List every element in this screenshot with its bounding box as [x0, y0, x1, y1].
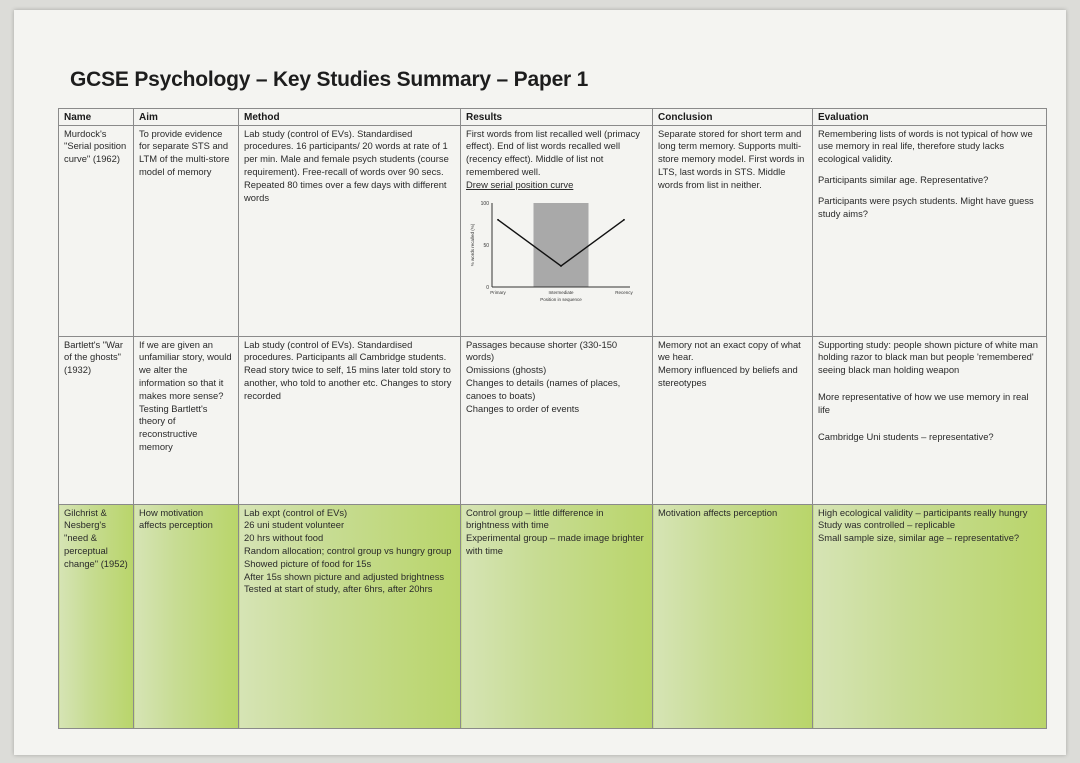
document-sheet: [14, 10, 1066, 755]
page-title: GCSE Psychology – Key Studies Summary – Paper 1: [70, 68, 589, 91]
study-aim: To provide evidence for separate STS and LTM of the multi-store model of memory: [134, 125, 239, 336]
study-results: [461, 504, 653, 728]
study-conclusion: Motivation affects perception: [653, 504, 813, 728]
table-row-bartlett: [59, 336, 1047, 504]
evaluation-point: Participants similar age. Representative?: [818, 173, 989, 185]
result-point: Passages because shorter (330-150 words): [466, 338, 618, 363]
evaluation-point: Participants were psych students. Might have guess study aims?: [818, 194, 1034, 219]
result-point: Control group – little difference in brightness with time: [466, 506, 604, 531]
study-results: [461, 336, 653, 504]
study-evaluation: [813, 504, 1047, 728]
study-evaluation: [813, 125, 1047, 336]
study-aim: How motivation affects perception: [134, 504, 239, 728]
header-aim: Aim: [134, 109, 239, 126]
result-point: Changes to order of events: [466, 402, 580, 414]
study-name: Gilchrist & Nesberg's "need & perceptual change" (1952): [59, 504, 134, 728]
y-axis-label: % words recalled (%): [470, 223, 475, 266]
x-tick-label: Primary: [490, 289, 506, 295]
result-point: Omissions (ghosts): [466, 364, 547, 376]
header-evaluation: Evaluation: [813, 109, 1047, 126]
header-method: Method: [239, 109, 461, 126]
key-studies-table: [58, 108, 1047, 729]
evaluation-point: Cambridge Uni students – representative?: [818, 430, 994, 442]
header-name: Name: [59, 109, 134, 126]
study-method: Lab study (control of EVs). Standardised procedures. 16 participants/ 20 words at rate of 1 per min. Male and female psych students (course requirement). Free-recall of words over 90 secs. Repeated 80 times over a few days with different words: [239, 125, 461, 336]
evaluation-point: Small sample size, similar age – representative?: [818, 532, 1020, 544]
study-results: [461, 125, 653, 336]
recall-point: [497, 218, 499, 220]
chart-label: Drew serial position curve: [466, 178, 574, 190]
evaluation-point: Supporting study: people shown picture of white man holding razor to black man but people 'remembered' seeing black man holding weapon: [818, 338, 1038, 376]
recall-point: [560, 265, 562, 267]
x-tick-label: Recency: [615, 289, 633, 295]
x-tick-label: Intermediate: [548, 289, 574, 295]
results-text: First words from list recalled well (primacy effect). End of list words recalled well (recency effect). Middle of list not remembered well.: [466, 127, 640, 177]
table-row-murdock: [59, 125, 1047, 336]
method-point: Random allocation; control group vs hungry group: [244, 544, 452, 556]
recall-point: [623, 218, 625, 220]
study-conclusion: [653, 336, 813, 504]
x-axis-label: Position in sequence: [540, 296, 582, 302]
conclusion-point: Memory not an exact copy of what we hear.: [658, 338, 801, 363]
study-method: [239, 504, 461, 728]
study-method: Lab study (control of EVs). Standardised procedures. Participants all Cambridge students. Read story twice to self, 15 mins later told story to another, who told to another etc. Changes to story recorded: [239, 336, 461, 504]
method-point: Showed picture of food for 15s: [244, 557, 372, 569]
y-tick-label: 0: [486, 284, 489, 291]
y-tick-label: 50: [483, 242, 489, 249]
header-conclusion: Conclusion: [653, 109, 813, 126]
header-results: Results: [461, 109, 653, 126]
method-point: Lab expt (control of EVs): [244, 506, 348, 518]
study-evaluation: [813, 336, 1047, 504]
evaluation-point: High ecological validity – participants really hungry: [818, 506, 1028, 518]
method-point: 20 hrs without food: [244, 532, 324, 544]
evaluation-point: Study was controlled – replicable: [818, 519, 956, 531]
method-point: 26 uni student volunteer: [244, 519, 345, 531]
result-point: Changes to details (names of places, canoes to boats): [466, 376, 621, 401]
evaluation-point: More representative of how we use memory in real life: [818, 390, 1029, 415]
header-row: [59, 109, 1047, 126]
method-point: Tested at start of study, after 6hrs, after 20hrs: [244, 583, 433, 595]
study-name: Bartlett's "War of the ghosts" (1932): [59, 336, 134, 504]
table-row-gilchrist-nesberg: [59, 504, 1047, 728]
study-aim: If we are given an unfamiliar story, would we alter the information so that it makes more sense? Testing Bartlett's theory of reconstructive memory: [134, 336, 239, 504]
study-conclusion: Separate stored for short term and long term memory. Supports multi-store memory model. First words in LTS, last words in STS. Middle words from list in neither.: [653, 125, 813, 336]
method-point: After 15s shown picture and adjusted brightness: [244, 570, 445, 582]
serial-position-chart: [466, 195, 636, 307]
result-point: Experimental group – made image brighter with time: [466, 532, 644, 556]
shaded-region: [534, 203, 589, 287]
study-name: Murdock's "Serial position curve" (1962): [59, 125, 134, 336]
conclusion-point: Memory influenced by beliefs and stereotypes: [658, 364, 798, 388]
evaluation-point: Remembering lists of words is not typical of how we use memory in real life, therefore study lacks ecological validity.: [818, 127, 1033, 165]
y-tick-label: 100: [480, 200, 489, 207]
